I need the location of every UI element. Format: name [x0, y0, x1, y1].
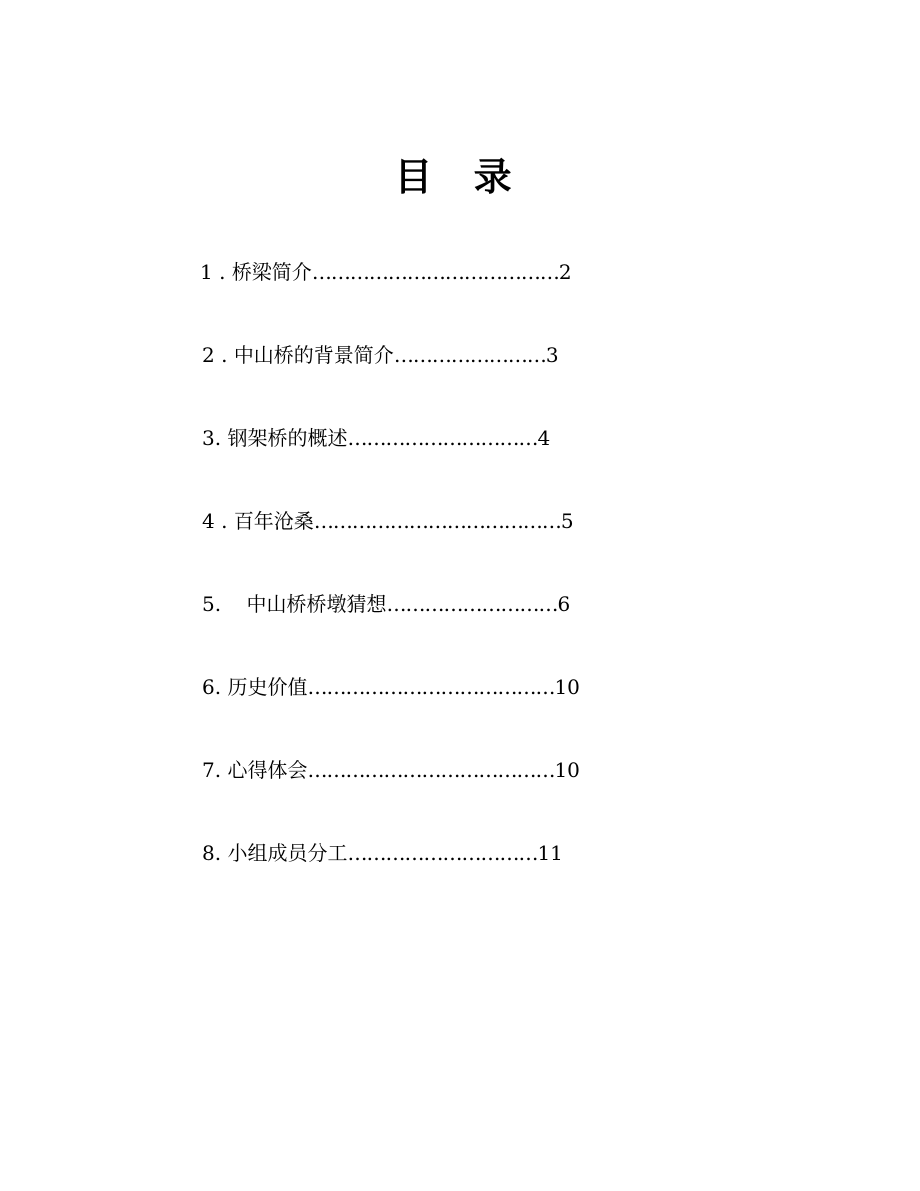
toc-entry-page: 6 — [557, 592, 571, 616]
toc-entry-5 — [202, 590, 570, 618]
toc-entry-number: 5. — [202, 592, 222, 616]
toc-entry-leader: ……………………… — [386, 592, 558, 616]
toc-entry-leader: ………………………… — [347, 841, 538, 865]
toc-entry-number: 7. — [202, 758, 222, 782]
toc-entry-text: 桥梁简介 — [231, 260, 312, 284]
toc-entry-number: 4 . — [202, 509, 228, 533]
toc-entry-page: 10 — [554, 675, 580, 699]
toc-entry-number: 6. — [202, 675, 222, 699]
toc-entry-text: 中山桥的背景简介 — [233, 343, 394, 367]
toc-entry-leader: ………………………………… — [307, 758, 555, 782]
toc-entry-8 — [202, 839, 563, 867]
toc-entry-4 — [202, 507, 574, 535]
toc-entry-leader: ………………………………… — [313, 509, 561, 533]
toc-entry-page: 2 — [558, 260, 572, 284]
toc-entry-page: 5 — [560, 509, 574, 533]
toc-entry-number: 8. — [202, 841, 222, 865]
toc-entry-7 — [202, 756, 580, 784]
toc-entry-2 — [202, 341, 559, 369]
toc-entry-number: 1 . — [200, 260, 226, 284]
toc-entry-3 — [202, 424, 550, 452]
toc-entry-page: 10 — [554, 758, 580, 782]
toc-entry-text: 百年沧桑 — [233, 509, 314, 533]
toc-entry-text: 心得体会 — [227, 758, 308, 782]
toc-entry-page: 11 — [537, 841, 563, 865]
toc-entry-number: 3. — [202, 426, 222, 450]
toc-entry-1 — [200, 258, 572, 286]
toc-entry-text: 小组成员分工 — [227, 841, 348, 865]
toc-entry-leader: ………………………………… — [307, 675, 555, 699]
toc-entry-text: 历史价值 — [227, 675, 308, 699]
toc-entry-number: 2 . — [202, 343, 228, 367]
toc-entry-page: 4 — [537, 426, 551, 450]
toc-entry-leader: ………………………… — [347, 426, 538, 450]
toc-entry-text: 钢架桥的概述 — [227, 426, 348, 450]
toc-entry-6 — [202, 673, 580, 701]
toc-entry-page: 3 — [545, 343, 559, 367]
toc-title: 目 录 — [394, 155, 526, 199]
toc-entry-text: 中山桥桥墩猜想 — [246, 592, 387, 616]
toc-entry-leader: …………………… — [393, 343, 546, 367]
toc-entry-leader: ………………………………… — [311, 260, 559, 284]
